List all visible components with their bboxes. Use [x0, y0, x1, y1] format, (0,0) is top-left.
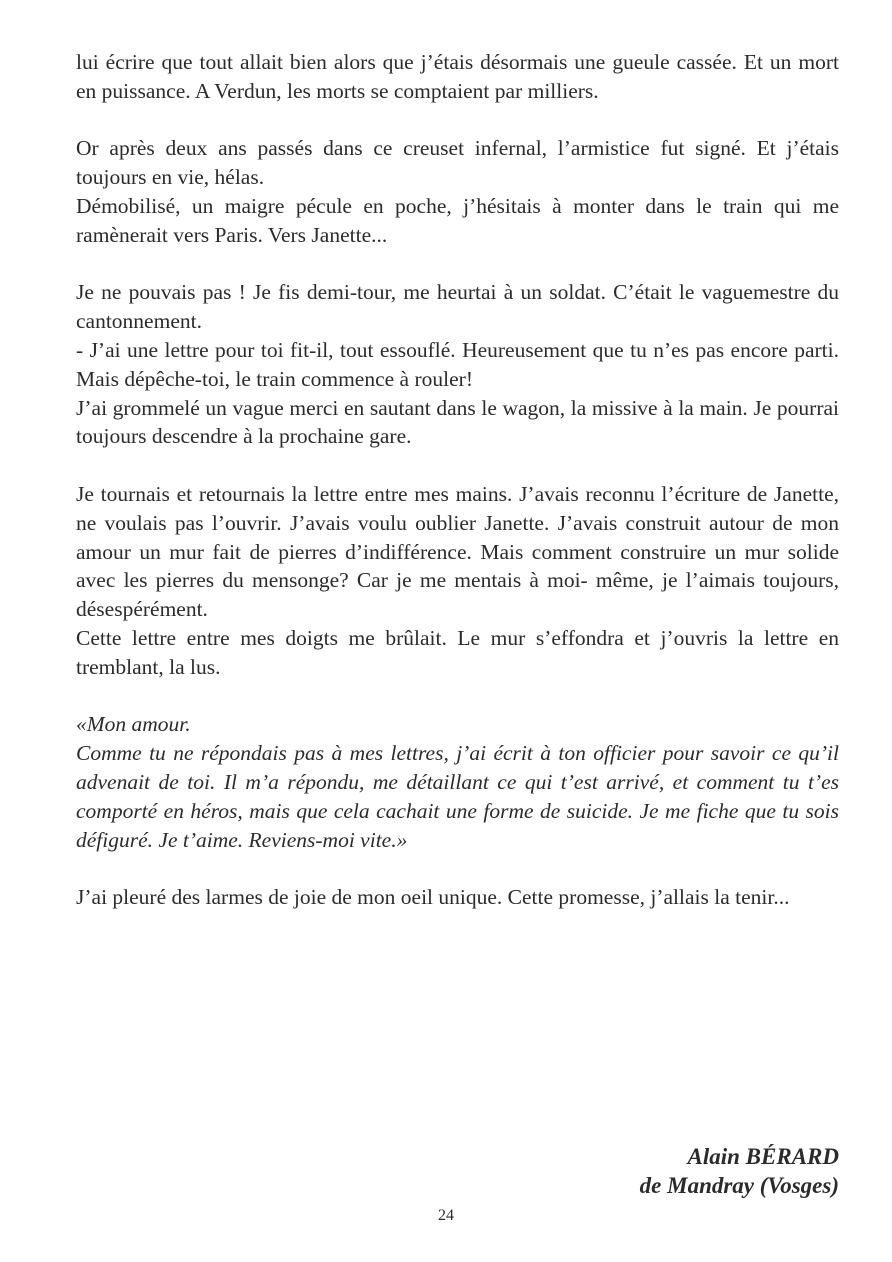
author-origin: de Mandray (Vosges) — [639, 1173, 839, 1198]
paragraph: Démobilisé, un maigre pécule en poche, j’hésitais à monter dans le train qui me ramènerait vers Paris. Vers Janette... — [76, 193, 839, 247]
letter-salutation: «Mon amour. — [76, 712, 191, 737]
paragraph: Je tournais et retournais la lettre entre mes mains. J’avais reconnu l’écriture de Janette, ne voulais pas l’ouvrir. J’avais voulu oublier Janette. J’avais construit autour de mon amour un mur fait de pierres d’indifférence. Mais comment construire un mur solide avec les pierres du mensonge? Car je me mentais à moi- même, je l’aimais toujours, désespérément. — [76, 481, 839, 622]
paragraph: Je ne pouvais pas ! Je fis demi-tour, me heurtai à un soldat. C’était le vaguemestre du cantonnement. — [76, 280, 839, 334]
page-number: 24 — [438, 1207, 454, 1224]
paragraph: Cette lettre entre mes doigts me brûlait. Le mur s’effondra et j’ouvris la lettre en tremblant, la lus. — [76, 625, 839, 679]
signature-block — [640, 1142, 839, 1200]
letter-body: Comme tu ne répondais pas à mes lettres, j’ai écrit à ton officier pour savoir ce qu’il advenait de toi. Il m’a répondu, me détaillant ce qui t’est arrivé, et comment tu t’es comporté en héros, mais que cela cachait une forme de suicide. Je me fiche que tu sois défiguré. Je t’aime. Reviens-moi vite.» — [76, 741, 839, 852]
paragraph: J’ai grommelé un vague merci en sautant dans le wagon, la missive à la main. Je pourrai toujours descendre à la prochaine gare. — [76, 395, 839, 449]
paragraph: Or après deux ans passés dans ce creuset infernal, l’armistice fut signé. Et j’étais toujours en vie, hélas. — [76, 136, 839, 190]
story-text — [76, 48, 839, 912]
dialogue-paragraph: - J’ai une lettre pour toi fit-il, tout essouflé. Heureusement que tu n’es pas encore parti. Mais dépêche-toi, le train commence à rouler! — [76, 337, 839, 391]
paragraph: lui écrire que tout allait bien alors que j’étais désormais une gueule cassée. Et un mort en puissance. A Verdun, les morts se comptaient par milliers. — [76, 50, 839, 103]
paragraph: J’ai pleuré des larmes de joie de mon oeil unique. Cette promesse, j’allais la tenir... — [76, 885, 790, 910]
quoted-letter — [76, 710, 839, 854]
author-name: Alain BÉRARD — [687, 1144, 839, 1169]
